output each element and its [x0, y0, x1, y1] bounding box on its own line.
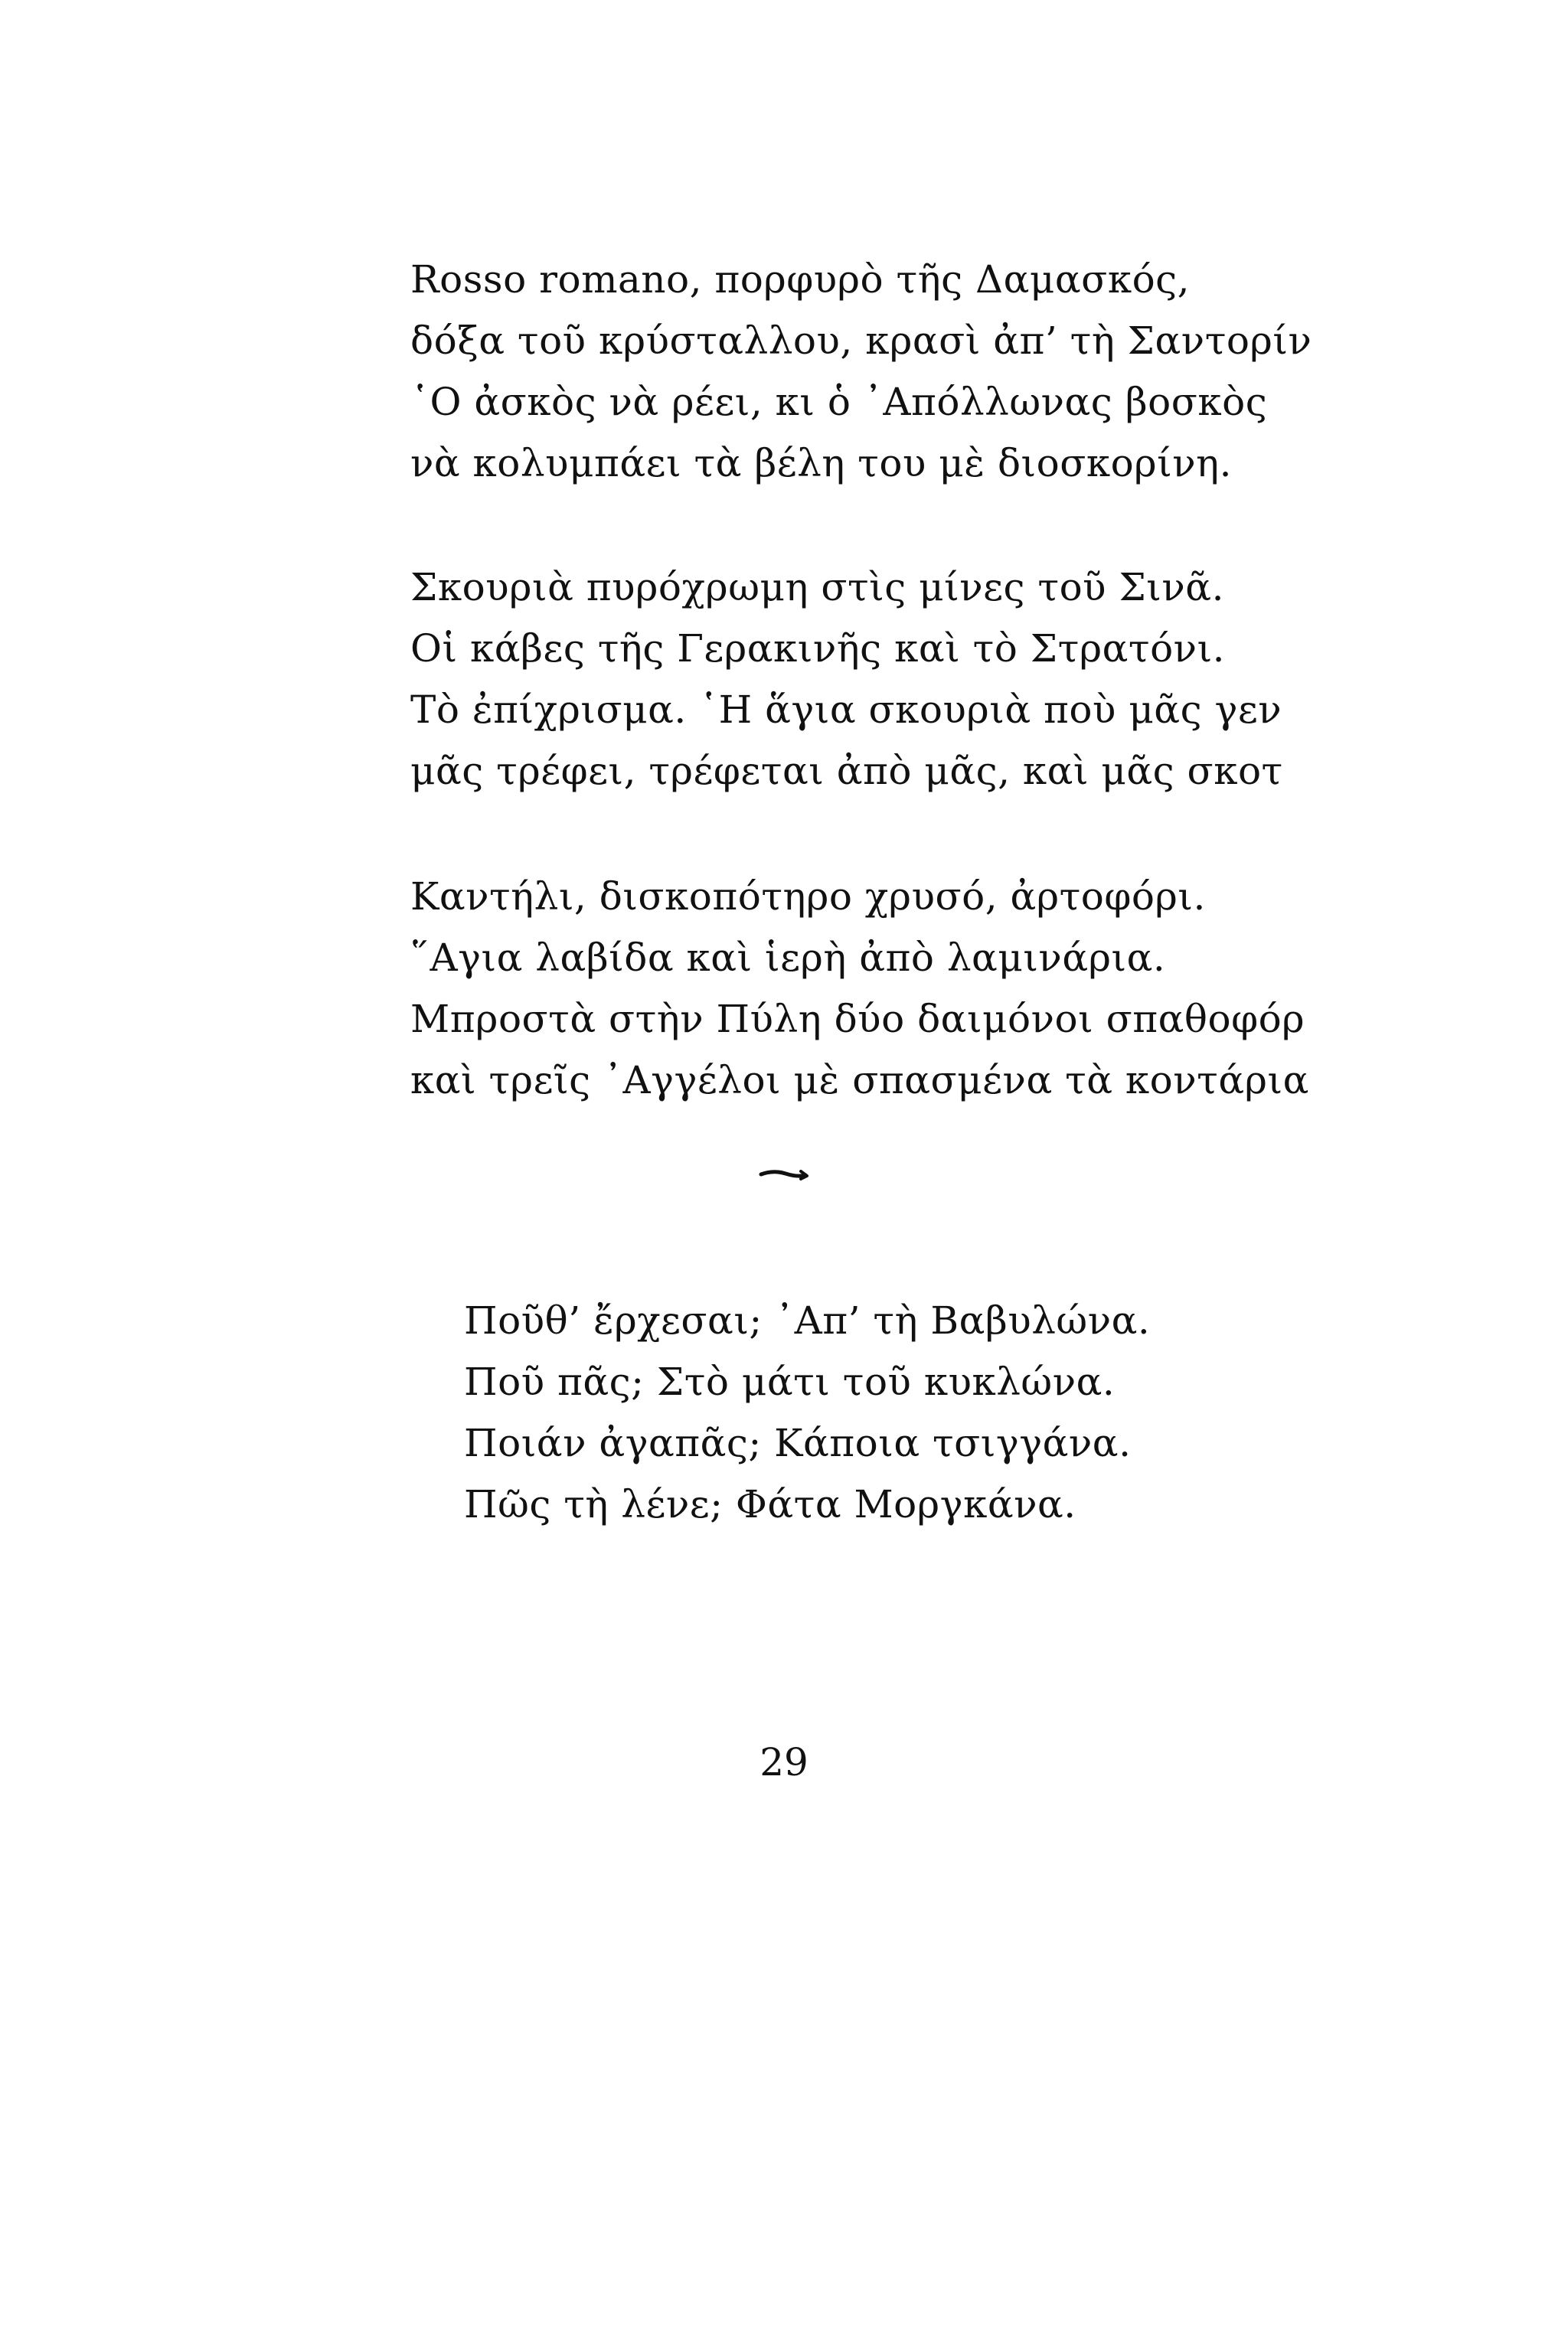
- poem-line: Πῶς τὴ λένε; Φάτα Μοργκάνα.: [464, 1482, 1076, 1527]
- poem-line: ῾Ο ἀσκὸς νὰ ρέει, κι ὁ ᾿Απόλλωνας βοσκὸς: [410, 380, 1268, 424]
- stanza-1: [410, 249, 1568, 494]
- poem-line: νὰ κολυμπάει τὰ βέλη του μὲ διοσκορίνη.: [410, 441, 1232, 485]
- poem-line: Ποῦθ’ ἔρχεσαι; ᾿Απ’ τὴ Βαβυλώνα.: [464, 1298, 1151, 1343]
- poem-line: Σκουριὰ πυρόχρωμη στὶς μίνες τοῦ Σινᾶ.: [410, 565, 1224, 609]
- page-number: 29: [760, 1740, 808, 1784]
- poem-line: Καντήλι, δισκοπότηρο χρυσό, ἀρτοφόρι.: [410, 874, 1206, 919]
- section-break-flourish-icon: [758, 1164, 812, 1187]
- poem-line: Οἱ κάβες τῆς Γερακινῆς καὶ τὸ Στρατόνι.: [410, 626, 1226, 671]
- poem-line: Rosso romano, πορφυρὸ τῆς Δαμασκός,: [410, 257, 1191, 302]
- poem-line: Μπροστὰ στὴν Πύλη δύο δαιμόνοι σπαθοφόρ: [410, 997, 1305, 1041]
- stanza-4: [464, 1290, 1568, 1535]
- poem-line: Τὸ ἐπίχρισμα. ῾Η ἅγια σκουριὰ ποὺ μᾶς γεν: [410, 687, 1282, 732]
- stanza-2: [410, 557, 1568, 802]
- poem-line: δόξα τοῦ κρύσταλλου, κρασὶ ἀπ’ τὴ Σαντορίν: [410, 318, 1312, 363]
- poem-line: ῞Αγια λαβίδα καὶ ἱερὴ ἀπὸ λαμινάρια.: [410, 936, 1166, 980]
- poem-line: Ποιάν ἀγαπᾶς; Κάποια τσιγγάνα.: [464, 1421, 1132, 1465]
- stanza-3: [410, 866, 1568, 1111]
- poem-line: Ποῦ πᾶς; Στὸ μάτι τοῦ κυκλώνα.: [464, 1360, 1116, 1404]
- poem-line: μᾶς τρέφει, τρέφεται ἀπὸ μᾶς, καὶ μᾶς σκοτ: [410, 749, 1283, 793]
- poem-line: καὶ τρεῖς ᾿Αγγέλοι μὲ σπασμένα τὰ κοντάρια: [410, 1058, 1309, 1102]
